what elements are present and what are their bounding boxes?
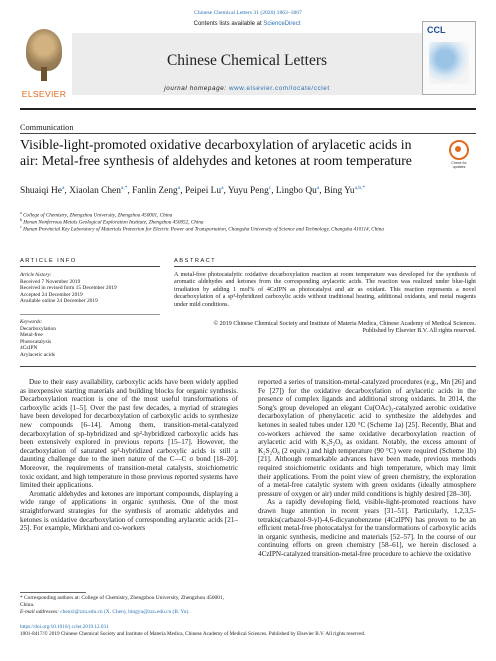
journal-homepage: journal homepage: www.elsevier.com/locate/cclet — [164, 85, 330, 92]
article-info-heading: ARTICLE INFO — [20, 258, 77, 264]
author-affiliation-mark[interactable]: a — [61, 185, 65, 191]
author-affiliation-mark[interactable]: c — [268, 185, 272, 191]
divider — [20, 266, 160, 267]
abstract-copyright: © 2019 Chinese Chemical Society and Institute of Materia Medica, Chinese Academy of Medical Sciences. Published by Elsevier B.V. All rights reserved. — [213, 321, 476, 335]
affiliation: $^b$ Henan Nonferrous Metals Geological Exploration Institute, Zhengzhou 450052, China — [20, 217, 204, 226]
paragraph: Due to their easy availability, carboxylic acids have been widely applied as inexpensive starting materials and building blocks for organic synthesis. Decarboxylation reaction is one of the most useful transformations of carboxylic acids [1–5]. Over the past few decades, a myriad of strategies have been developed for decarboxylation of carboxylic acids to synthesize new compounds [6–14]. Among them, transition-metal-catalyzed decarboxylation of sp-hybridized and sp²-hybridized carboxylic acids has been extensively explored in previous reports [15–17]. However, the decarboxylation of saturated sp³-hybridized carboxylic acids is still a daunting challenge due to the inert nature of the C—C σ bond [18–20]. Moreover, the requirements of transition-metal catalysts, stoichiometric toxic oxidant, and high temperature in those previous reported systems have limited their applications. — [20, 378, 238, 490]
email-addresses: E-mail addresses: chenxl@zzu.edu.cn (X. Chen), bingyu@zzu.edu.cn (B. Yu). — [20, 609, 190, 615]
cover-label: CCL — [427, 25, 446, 35]
article-title: Visible-light-promoted oxidative decarboxylation of arylacetic acids in air: Metal-free synthesis of aldehydes and ketones at room temperature — [20, 137, 412, 168]
elsevier-logo[interactable] — [20, 21, 68, 103]
author-name[interactable]: Bing Yu — [323, 186, 355, 197]
contents-line: Contents lists available at ScienceDirect — [193, 21, 301, 27]
author-name[interactable]: Peipei Lu — [184, 186, 222, 197]
author-affiliation-mark[interactable]: a — [316, 185, 320, 191]
abstract-heading: ABSTRACT — [174, 258, 217, 264]
author-name[interactable]: Fanlin Zeng — [132, 186, 178, 197]
cover-artwork-icon — [429, 42, 469, 84]
divider — [20, 366, 476, 367]
check-for-updates-badge[interactable]: Check for updates — [448, 140, 470, 170]
article-type: Communication — [20, 123, 74, 132]
divider — [174, 266, 476, 267]
publisher-name: ELSEVIER — [21, 89, 67, 99]
paragraph: reported a series of transition-metal-catalyzed procedures (e.g., Mn [26] and Fe [27]) for the oxidative decarboxylation of arylacetic acids in the presence of complex ligands and additional strong oxidants. In 2014, the Song's group developed an elegant Cu(OAc)₂-catalyzed aerobic oxidative decarboxylation of phenylacetic acid to synthesize the aldehydes and ketones in sealed tubes under 120 °C (Scheme 1a) [25]. Recently, Bhat and co-workers achieved the same oxidative decarboxylation reaction of arylacetic acid with K₂S₂O₈ as oxidant. Notably, the excess amount of K₂S₂O₈ (2 equiv.) and high temperature (90 °C) were required (Scheme 1b) [21]. Although remarkable advances have been made, previous methods required stoichiometric oxidants and high temperature, which may limit their applications. From the point view of green chemistry, the exploration of a metal-free catalytic system with green oxidants (ideally atmosphere pressure of oxygen or air) under mild conditions is highly desired [28–30]. — [258, 378, 476, 498]
abstract-text: A metal-free photocatalytic oxidative decarboxylation reaction at room temperature was developed for the synthesis of aromatic aldehydes and ketones from the corresponding arylacetic acids. The reaction was realized under blue-light irradiation by adding 1 mol% of 4CzIPN as photocatalyst and air as oxidant. This reaction represents a novel decarboxylation of a sp³-hybridized carboxylic acids without traditional heating, additional oxidants, and metal reagents under mild conditions. — [174, 272, 476, 308]
homepage-link[interactable]: www.elsevier.com/locate/cclet — [229, 85, 330, 92]
bottom-copyright: 1001-8417/© 2019 Chinese Chemical Society and Institute of Materia Medica, Chinese Academy of Medical Sciences. Published by Elsevier B.V. All rights reserved. — [20, 631, 366, 637]
author-email-links[interactable]: chenxl@zzu.edu.cn (X. Chen), bingyu@zzu.edu.cn (B. Yu). — [60, 609, 190, 615]
divider — [20, 133, 476, 134]
body-column-left — [20, 378, 238, 533]
check-updates-icon — [449, 140, 469, 160]
doi-link[interactable]: https://doi.org/10.1016/j.cclet.2019.12.031 — [20, 624, 109, 630]
masthead-divider — [20, 108, 476, 110]
corresponding-author-note: * Corresponding authors at: College of Chemistry, Zhengzhou University, Zhengzhou 450001, China. — [20, 595, 224, 608]
author-affiliation-mark[interactable]: a,* — [120, 185, 128, 191]
affiliation: $^c$ Hunan Provincial Key Laboratory of Materials Protection for Electric Power and Transportation, Changsha University of Science and Technology, Changsha 410114, China — [20, 224, 384, 233]
author-name[interactable]: Yuyu Peng — [227, 186, 269, 197]
elsevier-tree-icon — [26, 29, 62, 71]
divider — [20, 314, 160, 315]
journal-cover-image[interactable] — [422, 21, 476, 95]
keywords: Keywords: Decarboxylation Metal-free Photocatalysis 4CzIPN Arylacetic acids — [20, 319, 56, 358]
journal-name: Chinese Chemical Letters — [166, 52, 328, 69]
paragraph: As a rapidly developing field, visible-light-promoted reactions have drawn huge attention in recent years [31–51]. Particularly, 1,2,3,5-tetrakis(carbazol-9-yl)-4,6-dicyanobenzene (4CzIPN) has proven to be an efficient metal-free photocatalyst for the transformations of carboxylic acids in organic synthesis, medicine and materials [52–57]. In the course of our continuing efforts on green chemistry [58–61], we herein disclosed a 4CzIPN-catalyzed transition-metal-free procedure to achieve the oxidative — [258, 498, 476, 558]
sciencedirect-link[interactable]: ScienceDirect — [263, 21, 301, 27]
affiliation: $^a$ College of Chemistry, Zhengzhou University, Zhengzhou 450001, China — [20, 210, 173, 219]
paragraph: Aromatic aldehydes and ketones are important compounds, displaying a wide range of applications in organic synthesis. One of the most straightforward strategies for the synthesis of aromatic aldehydes and ketones is oxidative decarboxylation of corresponding arylacetic acids [21–25]. For example, Mirkhani and co-workers — [20, 489, 238, 533]
author-affiliation-mark[interactable]: a,b,* — [354, 185, 366, 191]
body-column-right — [258, 378, 476, 558]
author-name[interactable]: Shuaiqi He — [20, 186, 62, 197]
journal-citation[interactable]: Chinese Chemical Letters 31 (2020) 1863–1867 — [194, 10, 302, 16]
author-list: Shuaiqi He$^a$, Xiaolan Chen$^{a,*}$, Fanlin Zeng$^a$, Peipei Lu$^a$, Yuyu Peng$^c$, Lingbo Qu$^a$, Bing $Yu^{a,b,*}$ — [20, 185, 366, 197]
author-affiliation-mark[interactable]: a — [177, 185, 181, 191]
journal-masthead — [20, 21, 476, 103]
author-affiliation-mark[interactable]: a — [221, 185, 224, 191]
footnote-divider — [20, 592, 86, 593]
author-name[interactable]: Xiaolan Chen — [69, 186, 121, 197]
article-history: Article history: Received 7 November 2019 Received in revised form 15 December 2019 Accepted 24 December 2019 Available online 24 December 2019 — [20, 272, 117, 305]
author-name[interactable]: Lingbo Qu — [275, 186, 317, 197]
